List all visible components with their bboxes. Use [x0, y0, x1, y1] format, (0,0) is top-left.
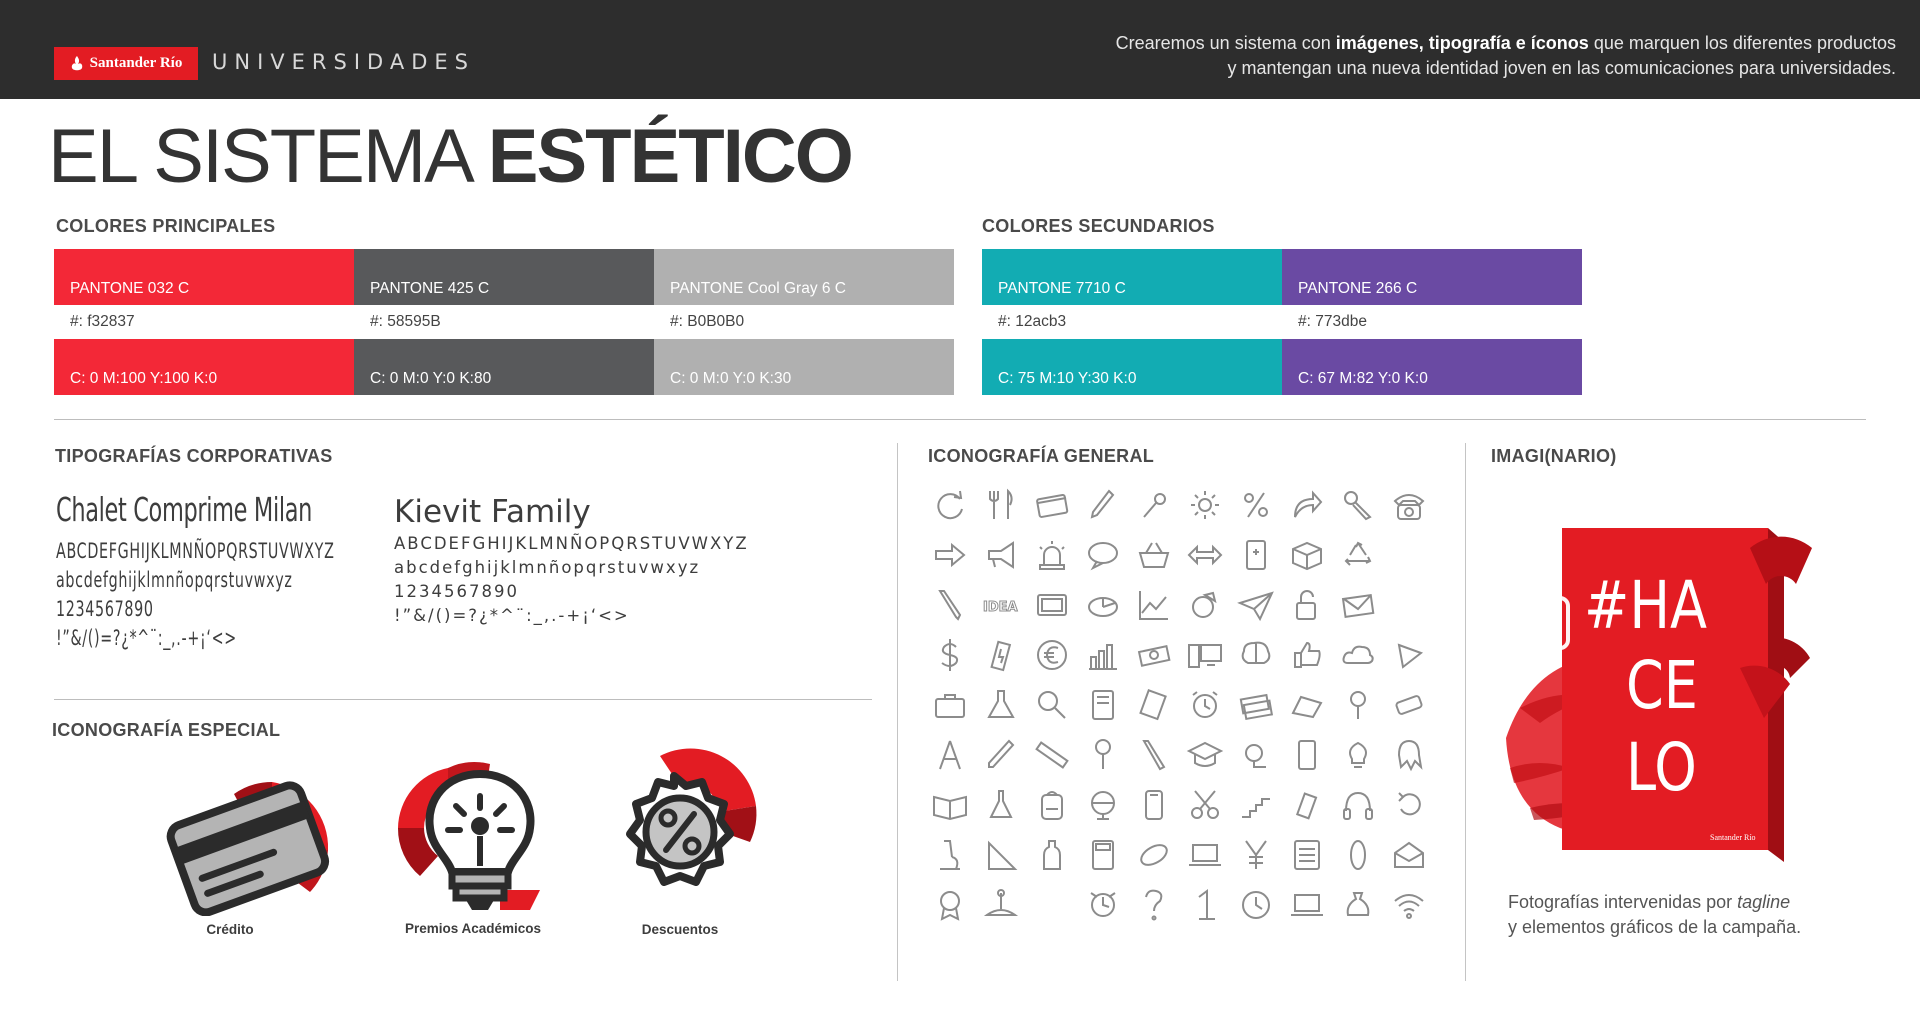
pen-icon — [1077, 480, 1128, 530]
undo-circle-icon — [1383, 780, 1434, 830]
cloud-icon — [1332, 630, 1383, 680]
intro-line2: y mantengan una nueva identidad joven en las comunicaciones para universidades. — [1227, 58, 1896, 78]
basket-icon — [1128, 530, 1179, 580]
eraser-icon — [1383, 680, 1434, 730]
pie-chart-icon — [1077, 580, 1128, 630]
megaphone-icon — [975, 530, 1026, 580]
battery-icon — [975, 630, 1026, 680]
chalet-lower: abcdefghijklmnñopqrstuvwxyz — [56, 568, 293, 592]
swatch-pantone: PANTONE 7710 C — [998, 280, 1126, 297]
chalet-name: Chalet Comprime Milan — [56, 490, 313, 529]
title-light: EL SISTEMA — [48, 114, 488, 199]
backpack-cover-icon — [1518, 591, 1568, 648]
swatch-hex: #: B0B0B0 — [670, 313, 745, 330]
cutlery-icon — [975, 480, 1026, 530]
siren-icon — [1026, 530, 1077, 580]
swatch-pantone-032 — [54, 249, 354, 395]
section-divider — [54, 419, 1866, 420]
phone-2-icon — [1128, 780, 1179, 830]
caption-line2: y elementos gráficos de la campaña. — [1508, 917, 1802, 937]
bar-chart-icon — [1077, 630, 1128, 680]
chalet-symbols: !”&/()=?¿*^¨:_,.-+¡‘<> — [56, 626, 237, 650]
smartphone-icon — [1281, 730, 1332, 780]
idea-text: IDEA — [982, 600, 1018, 615]
refresh-icon — [924, 480, 975, 530]
paper-plane-icon — [1230, 580, 1281, 630]
lightbulb-icon — [390, 750, 570, 920]
phone-icon — [1383, 480, 1434, 530]
envelope-icon — [1332, 580, 1383, 630]
number-one-icon — [1179, 880, 1230, 930]
page-title — [48, 112, 852, 202]
credit-card-icon — [160, 756, 350, 916]
pushpin-icon — [1332, 680, 1383, 730]
title-bold: ESTÉTICO — [487, 114, 852, 199]
swatch-hex: #: 12acb3 — [998, 313, 1067, 330]
scissors-icon — [1179, 780, 1230, 830]
briefcase-icon — [924, 680, 975, 730]
premios-label: Premios Académicos — [404, 921, 542, 936]
swatch-bottom — [54, 339, 354, 395]
iconografia-especial-heading: ICONOGRAFÍA ESPECIAL — [52, 720, 281, 740]
line-chart-icon — [1128, 580, 1179, 630]
microscope-icon — [924, 830, 975, 880]
double-arrow-icon — [1179, 530, 1230, 580]
imaginario-heading: IMAGI(NARIO) — [1491, 446, 1617, 466]
bulb-small-icon — [1332, 730, 1383, 780]
laptop-2-icon — [1281, 880, 1332, 930]
pencil-icon — [924, 580, 975, 630]
flask-icon — [975, 680, 1026, 730]
swatch-pantone: PANTONE 032 C — [70, 280, 190, 297]
usb-icon — [1281, 780, 1332, 830]
question-mark-icon — [1128, 880, 1179, 930]
kievit-digits: 1234567890 — [394, 582, 519, 601]
recycle-icon — [1332, 530, 1383, 580]
book-line-1: #HA — [1584, 567, 1708, 645]
fridge-icon — [1230, 530, 1281, 580]
iconografia-general-heading: ICONOGRAFÍA GENERAL — [928, 446, 1155, 466]
calculator-icon — [1077, 830, 1128, 880]
book-tilted-icon — [1128, 680, 1179, 730]
swatch-bottom — [1282, 339, 1582, 395]
chalet-upper: ABCDEFGHIJKLMNÑOPQRSTUVWXYZ — [56, 539, 335, 563]
laptop-icon — [1179, 830, 1230, 880]
swatch-pantone-7710 — [982, 249, 1282, 395]
stairs-icon — [1230, 780, 1281, 830]
swatch-top — [982, 249, 1282, 305]
magnifier-icon — [1026, 680, 1077, 730]
euro-icon — [1026, 630, 1077, 680]
money-bag-icon — [1332, 880, 1383, 930]
caption-pre: Fotografías intervenidas por — [1508, 892, 1738, 912]
medal-icon — [924, 880, 975, 930]
swatch-top — [54, 249, 354, 305]
donut-chart-icon — [1179, 580, 1230, 630]
swatch-cmyk: C: 67 M:82 Y:0 K:0 — [1298, 370, 1428, 387]
colores-secundarios-heading: COLORES SECUNDARIOS — [982, 216, 1215, 236]
swatch-pantone-266 — [1282, 249, 1582, 395]
open-book-icon — [924, 780, 975, 830]
play-triangle-icon — [1383, 630, 1434, 680]
kievit-specimen — [394, 494, 749, 628]
notebook-icon — [1077, 680, 1128, 730]
swatch-top — [654, 249, 954, 305]
wrench-icon — [1332, 480, 1383, 530]
percent-icon — [1230, 480, 1281, 530]
intro-bold: imágenes, tipografía e íconos — [1335, 33, 1589, 53]
tablet-icon — [1026, 580, 1077, 630]
headset-icon — [1230, 730, 1281, 780]
flask-2-icon — [975, 780, 1026, 830]
descuentos-label: Descuentos — [641, 922, 719, 937]
swatch-pantone: PANTONE 266 C — [1298, 280, 1418, 297]
book-logo: Santander Río — [1710, 833, 1756, 842]
bottle-icon — [1026, 830, 1077, 880]
swatch-hex: #: 58595B — [370, 313, 441, 330]
flame-icon — [70, 56, 84, 72]
alarm-clock-icon — [1179, 680, 1230, 730]
graduation-cap-icon — [1179, 730, 1230, 780]
money-roll-icon — [1281, 680, 1332, 730]
swatch-pantone-425 — [354, 249, 654, 395]
kievit-upper: ABCDEFGHIJKLMNÑOPQRSTUVWXYZ — [394, 534, 749, 553]
ruler-icon — [1026, 730, 1077, 780]
backpack-icon — [1026, 780, 1077, 830]
kievit-lower: abcdefghijklmnñopqrstuvwxyz — [394, 558, 701, 577]
book-line-3: LO — [1626, 729, 1697, 807]
joystick-icon — [975, 880, 1026, 930]
dollar-icon — [924, 630, 975, 680]
intro-pre: Crearemos un sistema con — [1115, 33, 1336, 53]
discount-badge-icon — [590, 746, 770, 916]
open-envelope-icon — [1383, 830, 1434, 880]
speech-bubble-icon — [1077, 530, 1128, 580]
kievit-name: Kievit Family — [394, 494, 591, 530]
credito-label: Crédito — [206, 922, 254, 937]
logo-text: Santander Río — [89, 55, 183, 71]
card-icon — [1026, 480, 1077, 530]
chalet-digits: 1234567890 — [56, 597, 154, 621]
pin-icon — [1128, 480, 1179, 530]
kievit-symbols: !”&/()=?¿*^¨:_,.-+¡‘<> — [394, 606, 630, 625]
swatch-bottom — [354, 339, 654, 395]
general-icon-grid — [924, 480, 1434, 980]
swatch-pantone: PANTONE Cool Gray 6 C — [670, 280, 847, 297]
swatch-cool-gray — [654, 249, 954, 395]
pencil-2-icon — [975, 730, 1026, 780]
caption-italic: tagline — [1737, 892, 1791, 912]
swatch-cmyk: C: 0 M:0 Y:0 K:30 — [670, 370, 792, 387]
cash-icon — [1128, 630, 1179, 680]
column-divider-2 — [1465, 443, 1466, 981]
football-icon — [1128, 830, 1179, 880]
colores-principales-heading: COLORES PRINCIPALES — [56, 216, 276, 236]
book-line-2: CE — [1626, 647, 1698, 725]
swatch-top — [354, 249, 654, 305]
pen-2-icon — [1128, 730, 1179, 780]
thumbs-up-icon — [1281, 630, 1332, 680]
money-stack-icon — [1230, 680, 1281, 730]
hacelo-book-image — [1500, 508, 1890, 888]
coin-icon — [1332, 830, 1383, 880]
swatch-bottom — [654, 339, 954, 395]
brain-icon — [1230, 630, 1281, 680]
blank-cell — [1383, 580, 1434, 630]
arrow-right-icon — [924, 530, 975, 580]
padlock-open-icon — [1281, 580, 1332, 630]
brand-word: UNIVERSIDADES — [212, 50, 475, 74]
blank-cell — [1383, 530, 1434, 580]
intro-text — [996, 31, 1896, 81]
swatch-cmyk: C: 0 M:0 Y:0 K:80 — [370, 370, 492, 387]
idea-text-icon — [975, 580, 1026, 630]
swatch-bottom — [982, 339, 1282, 395]
swatch-cmyk: C: 75 M:10 Y:30 K:0 — [998, 370, 1137, 387]
compass-tool-icon — [924, 730, 975, 780]
lollipop-icon — [1077, 730, 1128, 780]
swatch-top — [1282, 249, 1582, 305]
tipografias-heading: TIPOGRAFÍAS CORPORATIVAS — [55, 446, 333, 466]
santander-rio-logo[interactable] — [54, 47, 198, 80]
swatch-cmyk: C: 0 M:100 Y:100 K:0 — [70, 370, 218, 387]
imaginario-caption — [1508, 890, 1801, 940]
intro-post: que marquen los diferentes productos — [1588, 33, 1896, 53]
calculator-2-icon — [1281, 830, 1332, 880]
top-bar — [0, 0, 1920, 99]
blank-cell — [1026, 880, 1077, 930]
redo-arrow-icon — [1281, 480, 1332, 530]
swatch-hex: #: f32837 — [70, 313, 135, 330]
clock-icon — [1230, 880, 1281, 930]
box-icon — [1281, 530, 1332, 580]
gear-icon — [1179, 480, 1230, 530]
column-divider-1 — [897, 443, 898, 981]
wifi-icon — [1383, 880, 1434, 930]
yen-icon — [1230, 830, 1281, 880]
computer-icon — [1179, 630, 1230, 680]
octopus-icon — [1383, 730, 1434, 780]
swatch-hex: #: 773dbe — [1298, 313, 1367, 330]
globe-icon — [1077, 780, 1128, 830]
headphones-icon — [1332, 780, 1383, 830]
typography-divider — [54, 699, 872, 700]
set-square-icon — [975, 830, 1026, 880]
swatch-pantone: PANTONE 425 C — [370, 280, 490, 297]
alarm-icon — [1077, 880, 1128, 930]
